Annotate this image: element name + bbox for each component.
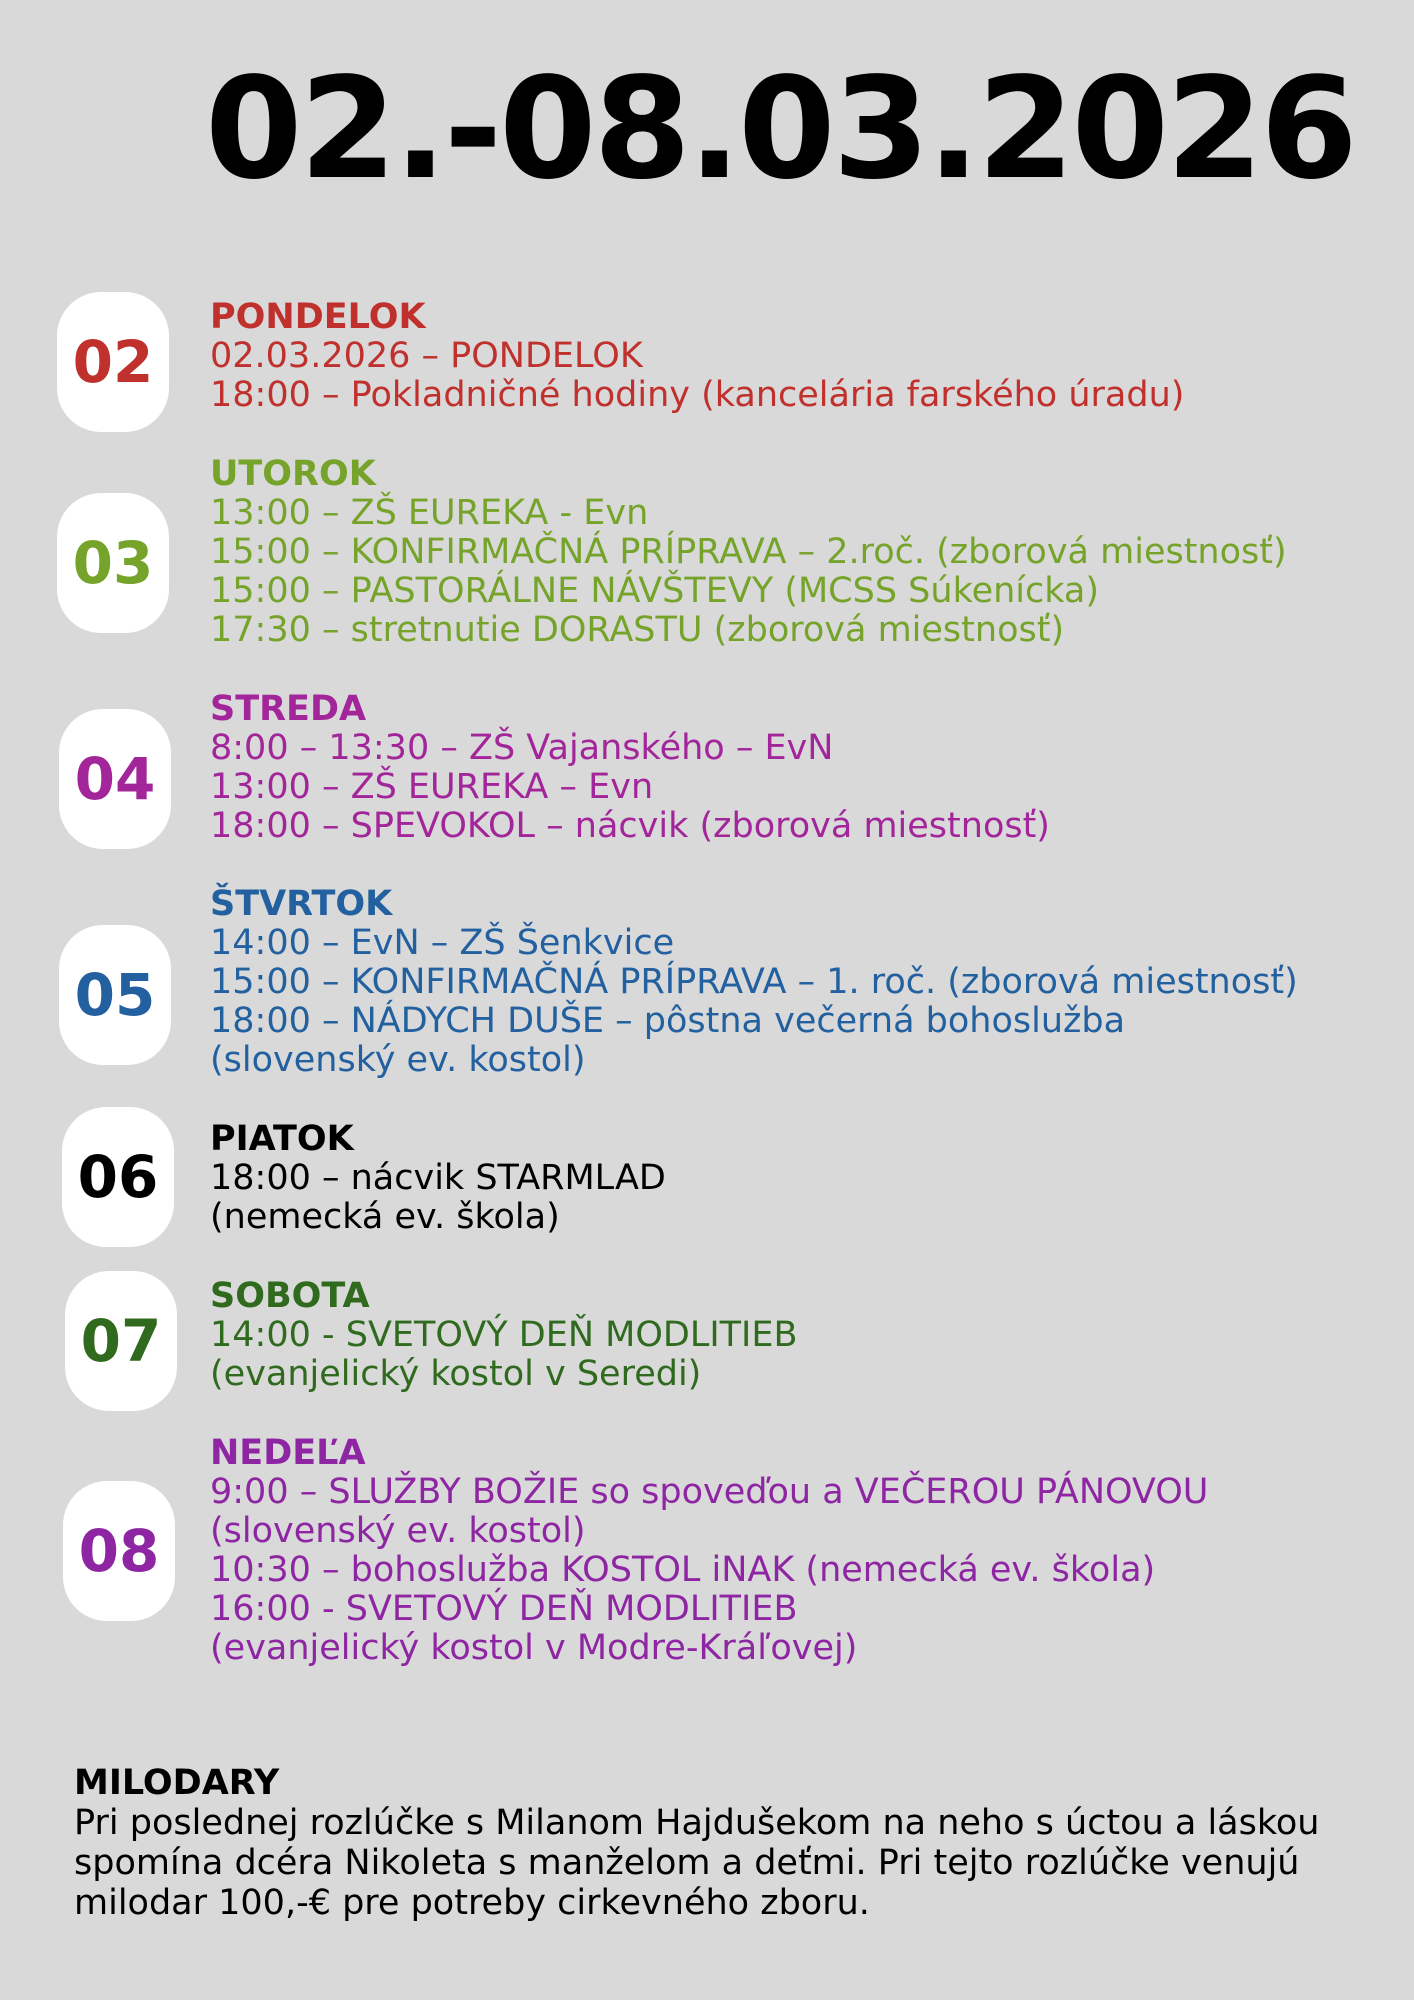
schedule-line: 9:00 – SLUŽBY BOŽIE so spoveďou a VEČEROU PÁNOVOU <box>210 1472 1209 1512</box>
note-text: Pri poslednej rozlúčke s Milanom Hajdušekom na neho s úctou a láskou spomína dcéra Nikoleta s manželom a deťmi. Pri tejto rozlúčke venujú milodar 100,-€ pre potreby cirkevného zboru. <box>74 1803 1320 1923</box>
schedule-line: 17:30 – stretnutie DORASTU (zborová miestnosť) <box>210 610 1065 650</box>
note-heading: MILODARY <box>74 1763 280 1803</box>
day-badge-friday <box>62 1107 174 1247</box>
schedule-line: (evanjelický kostol v Modre-Kráľovej) <box>210 1628 858 1668</box>
schedule-line: 8:00 – 13:30 – ZŠ Vajanského – EvN <box>210 728 834 768</box>
schedule-line: 18:00 – SPEVOKOL – nácvik (zborová miestnosť) <box>210 806 1050 846</box>
day-badge-saturday <box>65 1271 177 1411</box>
day-number: 03 <box>72 529 154 597</box>
schedule-line: 18:00 – Pokladničné hodiny (kancelária farského úradu) <box>210 375 1185 415</box>
day-block-monday <box>210 298 1184 415</box>
day-number: 06 <box>77 1143 159 1211</box>
schedule-line: 14:00 - SVETOVÝ DEŇ MODLITIEB <box>210 1315 798 1355</box>
day-name: SOBOTA <box>210 1276 370 1316</box>
day-block-friday <box>210 1120 666 1237</box>
schedule-line: 13:00 – ZŠ EUREKA - Evn <box>210 493 649 533</box>
donation-note <box>74 1763 1364 1923</box>
day-block-tuesday <box>210 455 1287 650</box>
day-badge-monday <box>57 292 169 432</box>
schedule-line: 15:00 – PASTORÁLNE NÁVŠTEVY (MCSS Súkenícka) <box>210 571 1100 611</box>
day-badge-tuesday <box>57 493 169 633</box>
day-number: 05 <box>74 961 156 1029</box>
schedule-line: 13:00 – ZŠ EUREKA – Evn <box>210 767 654 807</box>
schedule-line: 18:00 – nácvik STARMLAD <box>210 1158 666 1198</box>
day-name: STREDA <box>210 689 367 729</box>
day-name: NEDEĽA <box>210 1433 366 1473</box>
day-block-thursday <box>210 885 1298 1080</box>
day-name: UTOROK <box>210 454 376 494</box>
schedule-line: 10:30 – bohoslužba KOSTOL iNAK (nemecká ev. škola) <box>210 1550 1156 1590</box>
schedule-line: 15:00 – KONFIRMAČNÁ PRÍPRAVA – 1. roč. (zborová miestnosť) <box>210 962 1298 1002</box>
day-name: PIATOK <box>210 1119 354 1159</box>
day-badge-thursday <box>59 925 171 1065</box>
schedule-line: 02.03.2026 – PONDELOK <box>210 336 643 376</box>
day-block-wednesday <box>210 690 1050 846</box>
schedule-line: 18:00 – NÁDYCH DUŠE – pôstna večerná bohoslužba <box>210 1001 1126 1041</box>
day-badge-wednesday <box>59 709 171 849</box>
schedule-line: (evanjelický kostol v Seredi) <box>210 1354 702 1394</box>
schedule-line: (slovenský ev. kostol) <box>210 1511 586 1551</box>
day-block-sunday <box>210 1434 1208 1668</box>
schedule-line: 14:00 – EvN – ZŠ Šenkvice <box>210 923 675 963</box>
schedule-line: (slovenský ev. kostol) <box>210 1040 586 1080</box>
schedule-line: (nemecká ev. škola) <box>210 1197 560 1237</box>
schedule-line: 16:00 - SVETOVÝ DEŇ MODLITIEB <box>210 1589 798 1629</box>
day-name: PONDELOK <box>210 297 426 337</box>
schedule-line: 15:00 – KONFIRMAČNÁ PRÍPRAVA – 2.roč. (zborová miestnosť) <box>210 532 1287 572</box>
day-number: 07 <box>80 1307 162 1375</box>
day-badge-sunday <box>63 1481 175 1621</box>
day-number: 04 <box>74 745 156 813</box>
day-number: 02 <box>72 328 154 396</box>
page-title: 02.-08.03.2026 <box>205 48 1355 211</box>
day-number: 08 <box>78 1517 160 1585</box>
day-name: ŠTVRTOK <box>210 884 393 924</box>
day-block-saturday <box>210 1277 798 1394</box>
